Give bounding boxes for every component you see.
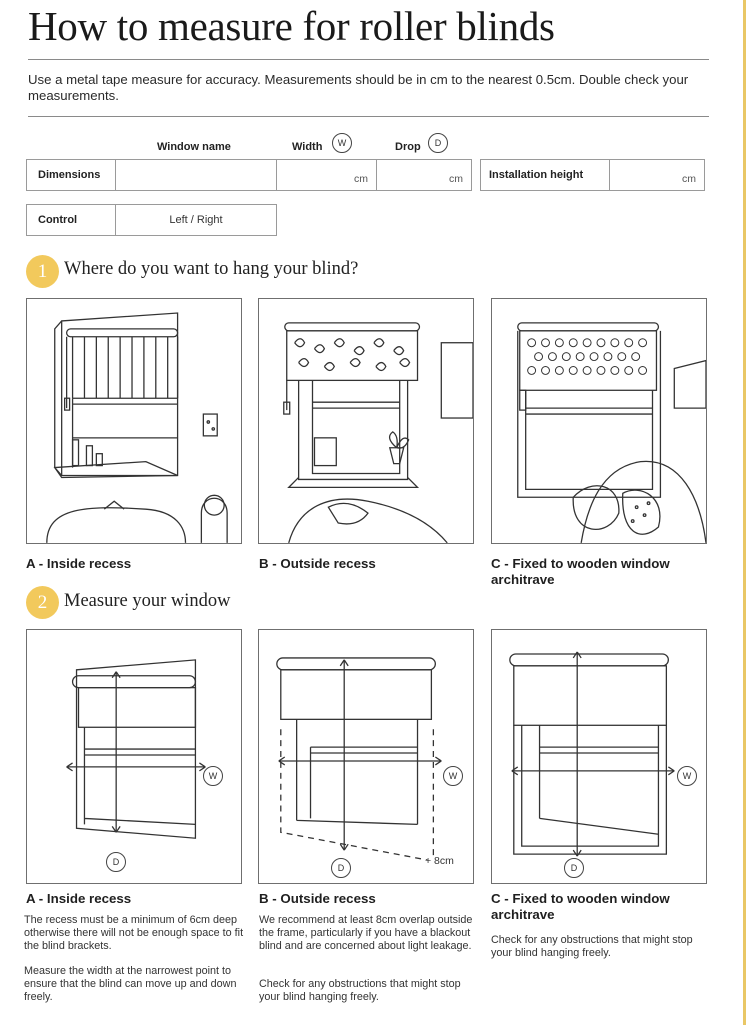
header-width: Width [292, 141, 323, 153]
width-unit: cm [354, 173, 368, 185]
width-marker-a-icon: W [203, 766, 223, 786]
step-2-title: Measure your window [64, 591, 231, 611]
step-2-caption-b: B - Outside recess [259, 891, 376, 906]
dimensions-label: Dimensions [26, 159, 116, 191]
width-marker-b-icon: W [443, 766, 463, 786]
overlap-label: + 8cm [425, 855, 454, 867]
note-outside-recess-overlap: We recommend at least 8cm overlap outside the frame, particularly if you have a blackout blind and are concerned about light leakage. [259, 914, 473, 952]
drop-marker-c-icon: D [564, 858, 584, 878]
step-1-badge: 1 [26, 255, 59, 288]
illustration-outside-recess [258, 298, 474, 544]
drop-marker-a-icon: D [106, 852, 126, 872]
installation-height-unit: cm [682, 173, 696, 185]
diagram-outside-recess [258, 629, 474, 884]
step-1-caption-b: B - Outside recess [259, 556, 376, 571]
installation-height-field[interactable] [609, 159, 705, 191]
drop-field[interactable] [376, 159, 472, 191]
illustration-inside-recess [26, 298, 242, 544]
illustration-architrave [491, 298, 707, 544]
divider-top [28, 59, 709, 60]
control-label: Control [26, 204, 116, 236]
note-outside-recess-obstructions: Check for any obstructions that might stop your blind hanging freely. [259, 978, 461, 1003]
step-1-caption-c: C - Fixed to wooden window architrave [491, 556, 670, 587]
installation-height-label: Installation height [480, 159, 610, 191]
step-2-caption-a: A - Inside recess [26, 891, 132, 906]
width-badge-icon: W [332, 133, 352, 153]
header-drop: Drop [395, 141, 421, 153]
window-name-field[interactable] [115, 159, 277, 191]
width-field[interactable] [276, 159, 377, 191]
page-title: How to measure for roller blinds [28, 3, 555, 49]
intro-text: Use a metal tape measure for accuracy. Measurements should be in cm to the nearest 0.5cm. Double check your measurements. [28, 72, 689, 103]
step-1-caption-a: A - Inside recess [26, 556, 132, 571]
drop-marker-b-icon: D [331, 858, 351, 878]
divider-bottom [28, 116, 709, 117]
step-2-badge: 2 [26, 586, 59, 619]
note-inside-recess-depth: The recess must be a minimum of 6cm deep otherwise there will not be enough space to fit the blind brackets. [24, 914, 244, 952]
step-1-title: Where do you want to hang your blind? [64, 259, 359, 279]
drop-unit: cm [449, 173, 463, 185]
width-marker-c-icon: W [677, 766, 697, 786]
drop-badge-icon: D [428, 133, 448, 153]
diagram-architrave [491, 629, 707, 884]
header-window-name: Window name [157, 141, 231, 153]
diagram-inside-recess [26, 629, 242, 884]
note-inside-recess-width: Measure the width at the narrowest point to ensure that the blind can move up and down freely. [24, 965, 237, 1003]
step-2-caption-c: C - Fixed to wooden window architrave [491, 891, 670, 922]
control-selector[interactable]: Left / Right [115, 204, 277, 236]
note-architrave-obstructions: Check for any obstructions that might stop your blind hanging freely. [491, 934, 693, 959]
